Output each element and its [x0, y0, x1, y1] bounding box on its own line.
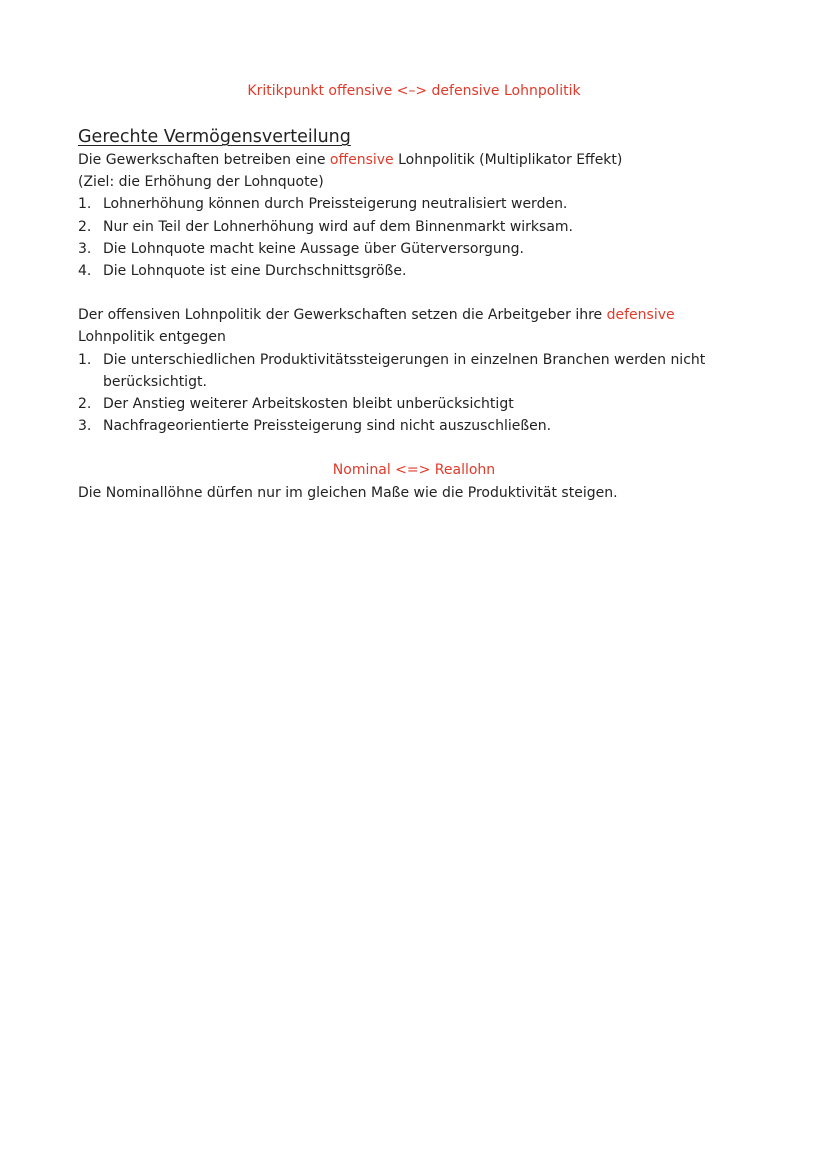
section2-intro-line1: [78, 304, 750, 326]
list-item-text: Lohnerhöhung können durch Preissteigerung neutralisiert werden.: [103, 196, 568, 213]
section1-intro-highlight: offensive: [329, 152, 394, 168]
list-item: [78, 349, 750, 393]
list-item: [78, 415, 750, 437]
section-heading-nominal-reallohn: Nominal <=> Reallohn: [332, 462, 496, 479]
section1-intro-before: Die Gewerkschaften betreiben eine: [78, 152, 330, 168]
list-item: [78, 216, 750, 238]
list-item: [78, 393, 750, 415]
section2-intro-line2: Lohnpolitik entgegen: [78, 329, 226, 346]
list-item-text: Der Anstieg weiterer Arbeitskosten bleibt unberücksichtigt: [103, 396, 514, 413]
section2-intro-highlight: defensive: [606, 307, 675, 324]
document-content: [78, 80, 750, 504]
list-item-number: 1.: [78, 196, 92, 213]
list-item-text: Die unterschiedlichen Produktivitätssteigerungen in einzelnen Branchen werden nicht berücksichtigt.: [103, 351, 706, 390]
section2-intro-before: Der offensiven Lohnpolitik der Gewerkschaften setzen die Arbeitgeber ihre: [78, 307, 607, 324]
list-item-number: 1.: [78, 351, 92, 368]
page-title: Kritikpunkt offensive <–> defensive Lohnpolitik: [247, 83, 581, 99]
list-item-text: Die Lohnquote macht keine Aussage über Güterversorgung.: [103, 240, 524, 257]
list-item: [78, 193, 750, 215]
list-item-number: 3.: [78, 418, 92, 435]
section1-goal: (Ziel: die Erhöhung der Lohnquote): [78, 174, 324, 191]
spacer: [78, 282, 750, 304]
list-item-number: 4.: [78, 263, 92, 280]
section1-list: [78, 193, 750, 282]
section3-text: Die Nominallöhne dürfen nur im gleichen Maße wie die Produktivität steigen.: [78, 484, 618, 501]
list-item: [78, 260, 750, 282]
section2-list: [78, 349, 750, 438]
section-heading-vermoegensverteilung: Gerechte Vermögensverteilung: [78, 127, 351, 147]
spacer: [78, 437, 750, 459]
list-item-text: Nur ein Teil der Lohnerhöhung wird auf dem Binnenmarkt wirksam.: [103, 218, 573, 235]
list-item-number: 2.: [78, 396, 92, 413]
section1-intro-after: Lohnpolitik (Multiplikator Effekt): [393, 152, 623, 168]
list-item-text: Nachfrageorientierte Preissteigerung sind nicht auszuschließen.: [103, 418, 552, 435]
list-item-number: 3.: [78, 240, 92, 257]
list-item-number: 2.: [78, 218, 92, 235]
section1-intro: [78, 149, 750, 171]
list-item: [78, 238, 750, 260]
list-item-text: Die Lohnquote ist eine Durchschnittsgröße.: [103, 263, 407, 280]
